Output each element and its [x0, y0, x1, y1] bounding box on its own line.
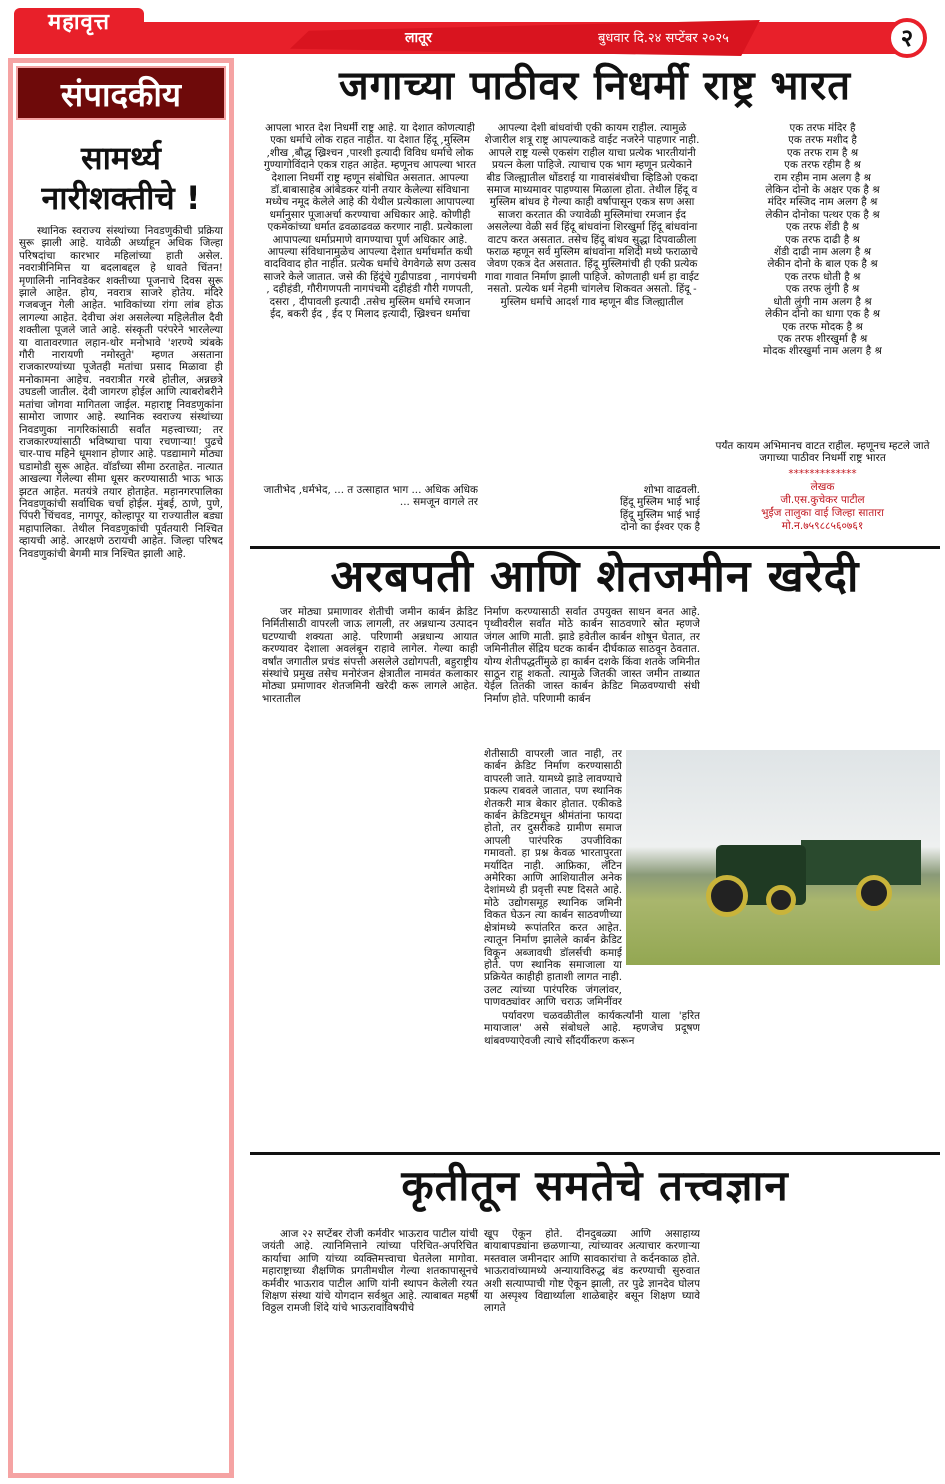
article1-closing: पर्यंत कायम अभिमानच वाटत राहील. म्हणूनच म्हटले जाते जगाच्या पाठीवर निधर्मी राष्ट्र भारत — [715, 440, 930, 465]
article1-poem — [705, 122, 940, 452]
newspaper-logo: महावृत्त — [14, 8, 144, 38]
paragraph: जर मोठ्या प्रमाणावर शेतीची जमीन कार्बन क्रेडिट निर्मितीसाठी वापरली जाऊ लागली, तर अन्नधान्य उत्पादन घटण्याची शक्यता आहे. परिणामी अन्नधान्य आयात करण्यावर देशाला अवलंबून राहावे लागेल. गेल्या काही वर्षांत जगातील प्रचंड संपत्ती असलेले उद्योगपती, बहुराष्ट्रीय संस्थांचे प्रमुख तसेच मनोरंजन क्षेत्रातील नामवंत कलाकार मोठ्या प्रमाणावर शेतजमिनी खरेदी करू लागले आहेत. भारतातील — [262, 606, 478, 705]
poem-line: एक तरफ लुंगी है श्र — [785, 283, 860, 296]
editorial-title: सामर्थ्य नारीशक्तीचे ! — [41, 139, 201, 217]
article2-column-2: निर्माण करण्यासाठी सर्वात उपयुक्त साधन बनत आहे. पृथ्वीवरील सर्वांत मोठे कार्बन साठवणारे स्रोत म्हणजे जंगल आणि माती. झाडे हवेतील कार्बन शोषून घेतात, तर जमिनीतील सेंद्रिय घटक कार्बन दीर्घकाळ साठवून ठेवतात. योग्य शेतीपद्धतींमुळे हा कार्बन दशके किंवा शतके जमिनीत साठून राहू शकतो. त्यामुळे जितकी जास्त जमीन ताब्यात येईल तितकी जास्त कार्बन क्रेडिट मिळवण्याची संधी निर्माण होते. परिणामी कार्बन — [484, 606, 700, 705]
poem-line: लेकीन दोनोका पत्थर एक है श्र — [765, 208, 880, 221]
author-name: जी.एस.कुचेकर पाटील — [780, 494, 865, 506]
stars-separator: ************* — [788, 468, 857, 480]
article1-headline: जगाच्या पाठीवर निधर्मी राष्ट्र भारत — [338, 63, 852, 109]
edition-city: लातूर — [405, 30, 432, 46]
issue-date: बुधवार दि.२४ सप्टेंबर २०२५ — [598, 31, 729, 46]
article2-headline: अरबपती आणि शेतजमीन खरेदी — [330, 551, 860, 602]
article3-column-2: खूप ऐकून होते. दीनदुबळ्या आणि असाहाय्य बायाबापड्यांना छळणार्‍या, त्यांच्यावर अत्याचार करणार्‍या मस्तवाल जमीनदार आणि सावकारांचा ते कर्दनकाळ होते. भाऊरावांच्यामध्ये अन्यायाविरुद्ध बंड करण्याची सुरुवात अशी सत्याप्पाची गोष्ट ऐकून झाली, तर पुढे ज्ञानदेव घोलप या अस्पृश्य विद्यार्थ्याला शाळेबाहेर बसून शिक्षण घ्यावे लागते — [484, 1228, 700, 1315]
editorial-paragraph: स्थानिक स्वराज्य संस्थांच्या निवडणुकीची प्रक्रिया सुरू झाली आहे. यावेळी अर्ध्याहून अधिक जिल्हा परिषदांचा कारभार महिलांच्या हाती असेल. नवरात्रीनिमित्त या बदलाबद्दल हे धावते चिंतन! मृणालिनी नानिवडेकर शक्तीच्या पूजनाचे दिवस सुरू झाले आहेत. होय, नवरात्र साजरे होतेय. मंदिरे गजबजून गेली आहेत. भाविकांच्या रांगा लांब होऊ लागल्या आहेत. देवीचा अंश असलेल्या महिलेतील दैवी शक्तीला पूजले जाते आहे. संस्कृती परंपरेने भारलेल्या या वातावरणात लहान-थोर मनोभावे 'शरण्ये त्र्यंबके गौरी नारायणी नमोस्तुते' म्हणत असताना राजकारण्यांच्या पूजेतही मतांचा प्रसाद मिळावा ही मनोकामना आहेच. नवरात्रीत गरबे होतील, अन्नछत्रे उघडली जातील. देवी जागरण होईल आणि त्याबरोबरीने मतांचा जोगवा मागितला जाईल. महाराष्ट्र निवडणुकांना सामोरा जाणार आहे. स्थानिक स्वराज्य संस्थांच्या निवडणुका नागरिकांसाठी सर्वांत महत्त्वाच्या; तर राजकारण्यांसाठी भविष्याचा पाया रचणार्‍या! पुढचे चार-पाच महिने धूमशान होणार आहे. पडद्यामागे मोठ्या घडामोडी सुरू आहेत. वॉर्डांच्या सीमा ठरताहेत. नात्यात आखल्या गेलेल्या सीमा धूसर करण्यासाठी भाऊ भाऊ झटत आहेत. मतयंत्रे तयार होताहेत. महानगरपालिका निवडणुकांची सर्वाधिक चर्चा होईल. मुंबई, ठाणे, पुणे, पिंपरी चिंचवड, नागपूर, कोल्हापूर या राज्यातील बड्या महापालिका. तेथील निवडणुकांची पूर्वतयारी निश्चित व्हायची आहे. आरक्षणे ठरायची आहेत. जिल्हा परिषद निवडणुकांची बेगमी मात्र निश्चित झाली आहे. — [19, 225, 223, 560]
article1-credit — [705, 468, 940, 533]
trailer-wheel — [856, 875, 892, 911]
divider-rule — [250, 546, 940, 549]
article1-column-1: आपला भारत देश निधर्मी राष्ट्र आहे. या देशात कोणत्याही एका धर्माचे लोक राहत नाहीत. या देशात हिंदू ,मुस्लिम ,शीख ,बौद्ध ख्रिश्चन ,पारशी इत्यादी विविध धर्माचे लोक गुण्यागोविंदाने एकत्र राहत आहेत. म्हणूनच आपल्या भारत देशाला निधर्मी राष्ट्र म्हणून संबोधित असतात. आपल्या डॉ.बाबासाहेब आंबेडकर यांनी तयार केलेल्या संविधाना मध्येच नमूद केलेले आहे की येथील प्रत्येकाला आपापल्या धर्मानुसार पूजाअर्चा करण्याचा अधिकार आहे. कोणीही एकमेकांच्या धर्मात ढवळाढवळ करणार नाही. प्रत्येकाला आपापल्या धर्माप्रमाणे वागण्याचा पूर्ण अधिकार आहे. आपल्या संविधानामुळेच आपल्या देशात धर्माधर्मात कधी वादविवाद होत नाहीत. प्रत्येक धर्माचे वेगवेगळे सण उत्सव साजरे केले जातात. जसे की हिंदूंचे गुढीपाडवा , नागपंचमी , दहीहंडी, गौरीगणपती नागपंचमी दहीहंडी गौरी गणपती, दसरा , दीपावली इत्यादी .तसेच मुस्लिम धर्माचे रमजान ईद, बकरी ईद , ईद ए मिलाद इत्यादी, ख्रिश्चन धर्माचा — [263, 122, 477, 321]
poem-line: मंदिर मस्जिद नाम अलग है श्र — [767, 196, 878, 209]
poem-line: एक तरफ राम है श्र — [786, 146, 859, 159]
sprayer-trailer — [801, 840, 921, 885]
article1-column-1-end: जातीभेद ,धर्मभेद, ... त उत्साहात भाग ... अधिक अधिक ... समजून वागले तर — [263, 484, 478, 509]
author-label: लेखक — [810, 481, 835, 493]
poem-line: लेकिन दोनो के अक्षर एक है श्र — [765, 184, 880, 197]
article2-column-2-wrap: शेतीसाठी वापरली जात नाही, तर कार्बन क्रेडिट निर्माण करण्यासाठी वापरली जाते. यामध्ये झाडे लावण्याचे प्रकल्प राबवले जातात, पण स्थानिक शेतकरी मात्र बेकार होतात. एकीकडे कार्बन क्रेडिटमधून श्रीमंतांना फायदा होतो, तर दुसरीकडे ग्रामीण समाज आपली पारंपरिक उपजीविका गमावतो. हा प्रश्न केवळ भारतापुरता मर्यादित नाही. आफ्रिका, लॅटिन अमेरिका आणि आशियातील अनेक देशांमध्ये ही प्रवृत्ती स्पष्ट दिसते आहे. मोठे उद्योगसमूह स्थानिक जमिनी विकत घेऊन त्या कार्बन साठवणीच्या क्षेत्रांमध्ये रूपांतरित करत आहेत. त्यातून निर्माण झालेले कार्बन क्रेडिट विकून अब्जावधी डॉलर्सची कमाई होते. पण स्थानिक समाजाला या प्रक्रियेत काहीही हाताशी लागत नाही. उलट त्यांच्या पारंपरिक जंगलांवर, पाणवठ्यांवर आणि चराऊ जमिनींवर — [484, 748, 622, 1008]
editorial-body — [19, 225, 223, 1475]
paragraph: पर्यावरण चळवळीतील कार्यकर्त्यांनी याला 'हरित मायाजाल' असे संबोधले आहे. म्हणजेच प्रदूषण थांबवण्याऐवजी त्याचे सौंदर्यीकरण करून — [484, 1010, 700, 1047]
text-line: दोनो का ईश्वर एक है — [620, 521, 700, 534]
poem-line: एक तरफ मशीद है — [788, 134, 857, 147]
article3-headline: कृतीतून समतेचे तत्त्वज्ञान — [401, 1161, 789, 1210]
editorial-column — [8, 58, 234, 1478]
text-line: शोभा वाढवली. — [643, 484, 700, 496]
page-number: २ — [887, 18, 927, 58]
article2-column-2-after — [484, 1010, 700, 1150]
poem-line: लेकीन दोनो के बाल एक है श्र — [767, 258, 878, 271]
divider-rule — [250, 1152, 940, 1155]
tractor-field-photo — [626, 750, 940, 965]
poem-line: धोती लुंगी नाम अलग है श्र — [773, 295, 872, 308]
article2-column-1 — [262, 606, 478, 1146]
author-phone: मो.न.७५९८८५६०७६१ — [781, 520, 864, 532]
article3-column-1 — [262, 1228, 478, 1476]
poem-line: एक तरफ धोती है श्र — [784, 270, 861, 283]
paragraph: आज २२ सप्टेंबर रोजी कर्मवीर भाऊराव पाटील यांची जयंती आहे. त्यानिमित्ताने त्यांच्या परिचित-अपरिचित कार्याचा आणि यांच्या व्यक्तिमत्त्वाचा घेतलेला मागोवा. महाराष्ट्राच्या शैक्षणिक प्रगतीमधील गेल्या शतकापासूनचे कर्मवीर भाऊराव पाटील आणि यांनी स्थापन केलेली रयत शिक्षण संस्था यांचे योगदान सर्वश्रुत आहे. त्याबाबत महर्षी विठ्ठल रामजी शिंदे यांचे भाऊरावांविषयीचे — [262, 1228, 478, 1315]
poem-line: एक तरफ शीरखुर्मा है श्र — [777, 332, 868, 345]
tractor-wheel — [706, 875, 748, 917]
poem-line: एक तरफ शेंडी है श्र — [785, 221, 860, 234]
poem-line: एक तरफ मोदक है श्र — [782, 320, 863, 333]
tractor-wheel — [766, 885, 796, 915]
poem-line: लेकीन दोनो का धागा एक है श्र — [765, 308, 880, 321]
poem-line: एक तरफ रहीम है श्र — [784, 159, 861, 172]
text-line: हिंदू मुस्लिम भाई भाई — [619, 496, 700, 509]
poem-line: एक तरफ मंदिर है — [789, 122, 856, 134]
poem-line: मोदक शीरखुर्मा नाम अलग है श्र — [763, 345, 882, 358]
text-line: हिंदू मुस्लिम भाई भाई — [619, 508, 700, 521]
author-address: भुईंज तालुका वाई जिल्हा सातारा — [761, 507, 884, 519]
article1-column-2: आपल्या देशी बांधवांची एकी कायम राहील. त्यामुळे शेजारील शत्रू राष्ट्र आपल्याकडे वाईट नजरेने पाहणार नाही. आपले राष्ट्र यल्से एकसंग राहील याचा प्रत्येक भारतीयांनी प्रयत्न केला पाहिजे. त्याचाच एक भाग म्हणून प्रत्येकाने बीड जिल्ह्यातील धोंडराई या गावासंबंधीचा व्हिडिओ एकदा समाज माध्यमावर पाहण्यास मिळाला होता. तेथील हिंदू व मुस्लिम बांधव हे गेल्या काही वर्षापासून एकत्र सण असा साजरा करतात की ज्यावेळी मुस्लिमांचा रमजान ईद असलेल्या वेळी सर्व हिंदू बांधवांना शिरखुर्मा हिंदू बांधवांना वाटप करत असतात. तसेच हिंदू बांधव सुद्धा दिपवाळीला फराळ म्हणून सर्व मुस्लिम बांधवांना मशिदी मध्ये फराळाचे जेवण एकत्र देत असतात. हिंदू मुस्लिमांची ही एकी प्रत्येक गावा गावात निर्माण झाली पाहिजे. कोणताही धर्म हा वाईट नसतो. प्रत्येक धर्म नेहमी चांगलेच शिकवत असतो. हिंदू - मुस्लिम धर्माचे आदर्श गाव म्हणून बीड जिल्ह्यातील — [484, 122, 700, 308]
poem-line: राम रहीम नाम अलग है श्र — [774, 171, 871, 184]
poem-line: शेंडी दाढी नाम अलग है श्र — [774, 246, 871, 259]
poem-line: एक तरफ दाढी है श्र — [785, 233, 860, 246]
editorial-section-label: संपादकीय — [16, 66, 226, 120]
article1-column-2-end — [540, 484, 700, 544]
